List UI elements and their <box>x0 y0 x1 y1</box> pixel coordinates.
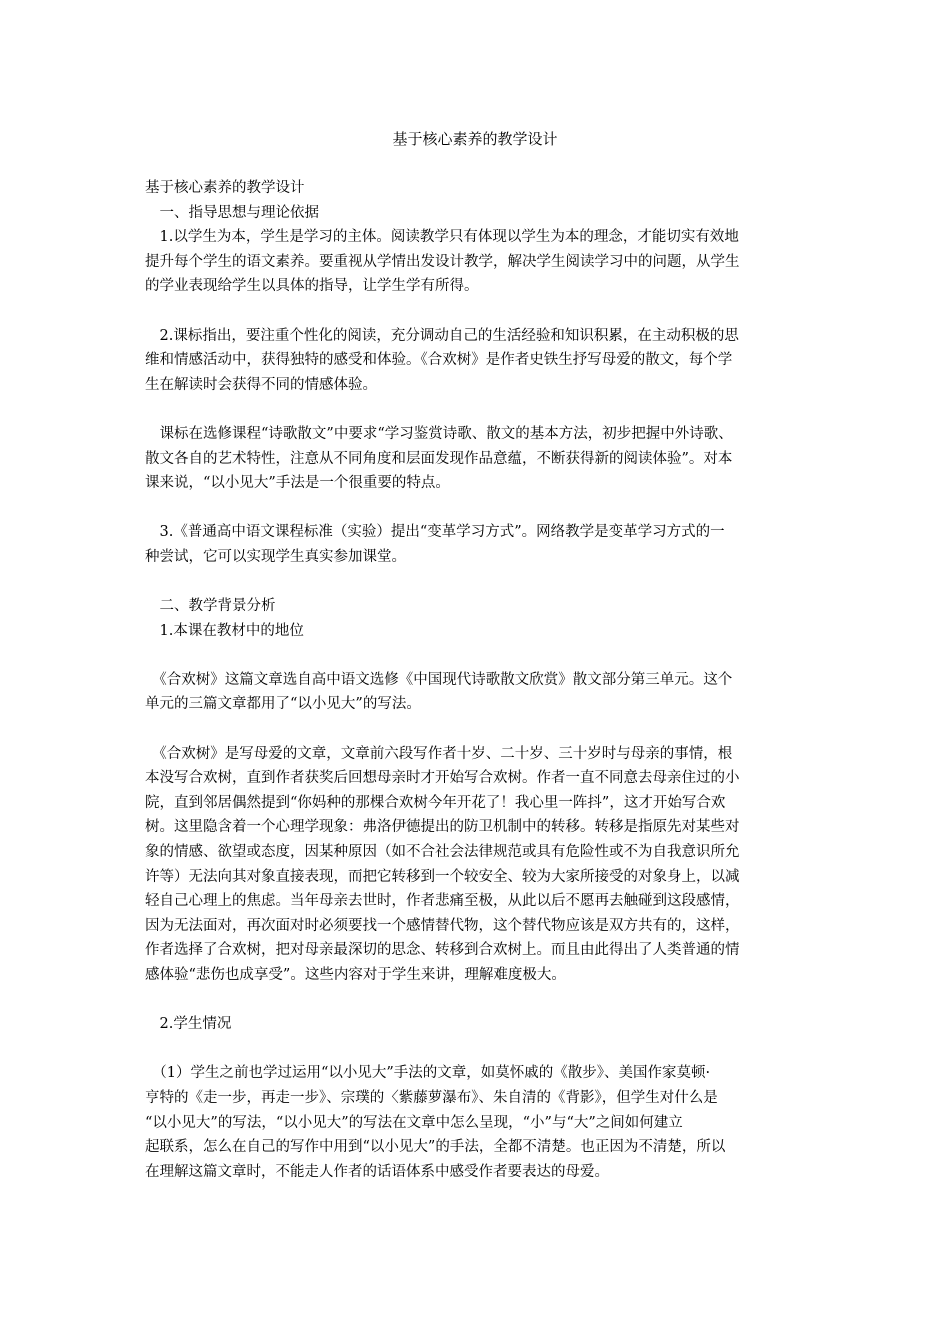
body-line: 起联系，怎么在自己的写作中用到“以小见大”的手法，全都不清楚。也正因为不清楚，所以 <box>145 1139 726 1156</box>
body-line: 课来说，“以小见大”手法是一个很重要的特点。 <box>145 475 450 492</box>
document-title: 基于核心素养的教学设计 <box>392 130 558 148</box>
body-line: 许等）无法向其对象直接表现，而把它转移到一个较安全、较为大家所接受的对象身上，以减 <box>145 868 740 885</box>
body-line: 在理解这篇文章时，不能走人作者的话语体系中感受作者要表达的母爱。 <box>145 1163 609 1180</box>
body-line: 种尝试，它可以实现学生真实参加课堂。 <box>145 548 406 565</box>
section-heading: 二、教学背景分析 <box>145 598 276 615</box>
body-line: “以小见大”的写法，“以小见大”的写法在文章中怎么呈现，“小”与“大”之间如何建立 <box>145 1114 683 1131</box>
body-line: 作者选择了合欢树，把对母亲最深切的思念、转移到合欢树上。而且由此得出了人类普通的情 <box>145 942 740 959</box>
body-line: 本没写合欢树，直到作者获奖后回想母亲时才开始写合欢树。作者一直不同意去母亲住过的小 <box>145 770 740 787</box>
document-body <box>145 176 807 1184</box>
body-line: 提升每个学生的语文素养。要重视从学情出发设计教学，解决学生阅读学习中的问题，从学生 <box>145 253 740 270</box>
subsection-heading: 2.学生情况 <box>145 1016 232 1033</box>
body-line: 2.课标指出，要注重个性化的阅读，充分调动自己的生活经验和知识积累，在主动积极的思 <box>145 327 739 344</box>
body-line: 散文各自的艺术特性，注意从不同角度和层面发现作品意蕴，不断获得新的阅读体验”。对本 <box>145 450 733 467</box>
body-line: 维和情感活动中，获得独特的感受和体验。《合欢树》是作者史铁生抒写母爱的散文，每个学 <box>145 352 733 369</box>
paragraph-gap <box>145 1037 807 1062</box>
body-line: 单元的三篇文章都用了“以小见大”的写法。 <box>145 696 421 713</box>
paragraph-gap <box>145 643 807 668</box>
body-line: 的学业表现给学生以具体的指导，让学生学有所得。 <box>145 278 479 295</box>
body-line: 轻自己心理上的焦虑。当年母亲去世时，作者悲痛至极，从此以后不愿再去触碰到这段感情， <box>145 893 740 910</box>
body-line: 亨特的《走一步，再走一步》、宗璞的〈紫藤萝瀑布》、朱自清的《背影》，但学生对什么是 <box>145 1089 718 1106</box>
body-line: 3.《普通高中语文课程标准（实验）提出“变革学习方式”。网络教学是变革学习方式的一 <box>145 524 725 541</box>
subsection-heading: 1.本课在教材中的地位 <box>145 622 304 639</box>
section-heading: 一、指导思想与理论依据 <box>145 204 319 221</box>
paragraph-gap <box>145 299 807 324</box>
body-line: 课标在选修课程“诗歌散文”中要求“学习鉴赏诗歌、散文的基本方法，初步把握中外诗歌、 <box>145 425 733 442</box>
body-line: 感体验“悲伤也成享受”。这些内容对于学生来讲，理解难度极大。 <box>145 967 566 983</box>
body-line: 树。这里隐含着一个心理学现象：弗洛伊德提出的防卫机制中的转移。转移是指原先对某些对 <box>145 819 740 836</box>
paragraph-gap <box>145 570 807 595</box>
body-line: 生在解读时会获得不同的情感体验。 <box>145 376 377 393</box>
paragraph-gap <box>145 717 807 742</box>
body-line: 《合欢树》这篇文章选自高中语文选修《中国现代诗歌散文欣赏》散文部分第三单元。这个 <box>145 671 733 688</box>
body-line: 院，直到邻居偶然提到“你妈种的那棵合欢树今年开花了！我心里一阵抖”，这才开始写合欢 <box>145 794 726 811</box>
body-line: 《合欢树》是写母爱的文章，文章前六段写作者十岁、二十岁、三十岁时与母亲的事情，根 <box>145 745 733 762</box>
body-line: 因为无法面对，再次面对时必须要找一个感情替代物，这个替代物应该是双方共有的，这样， <box>145 917 740 934</box>
paragraph-gap <box>145 496 807 521</box>
paragraph-gap <box>145 988 807 1013</box>
body-line: 象的情感、欲望或态度，因某种原因（如不合社会法律规范或具有危险性或不为自我意识所允 <box>145 844 740 861</box>
paragraph-gap <box>145 397 807 422</box>
body-line: （1）学生之前也学过运用“以小见大”手法的文章，如莫怀戚的《散步》、美国作家莫顿· <box>145 1065 711 1082</box>
body-line: 1.以学生为本，学生是学习的主体。阅读教学只有体现以学生为本的理念，才能切实有效地 <box>145 229 739 246</box>
body-line: 基于核心素养的教学设计 <box>145 180 305 196</box>
